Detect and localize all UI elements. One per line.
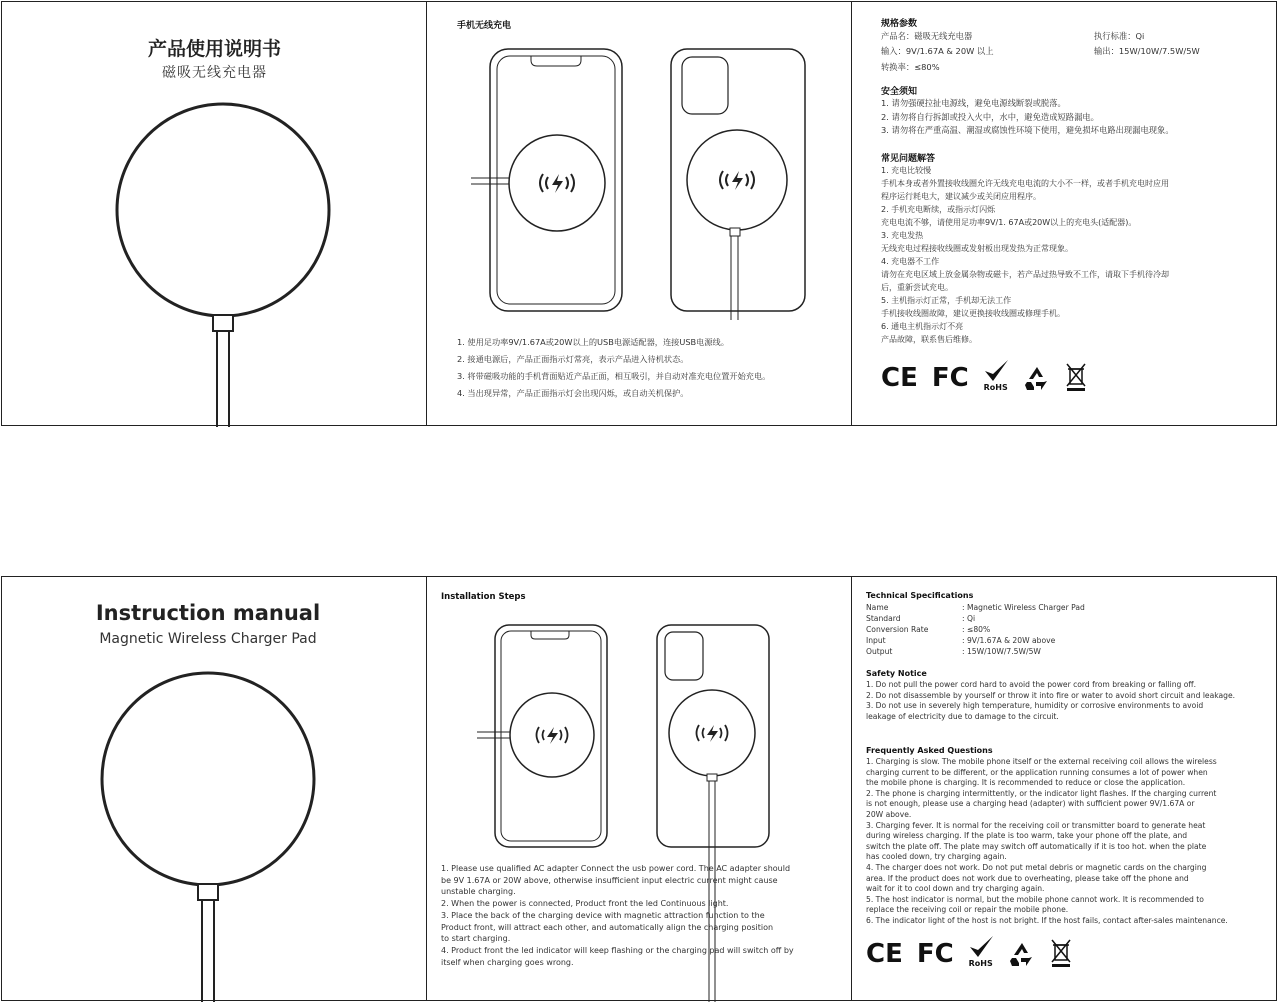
checkmark-icon bbox=[968, 935, 994, 959]
en-install-panel bbox=[427, 577, 852, 1000]
en-cover-subtitle: Magnetic Wireless Charger Pad bbox=[99, 631, 317, 647]
cn-step: 2. 接通电源后，产品正面指示灯常亮，表示产品进入待机状态。 bbox=[457, 354, 689, 364]
cn-install-steps bbox=[457, 334, 770, 402]
en-install-steps bbox=[441, 863, 794, 968]
en-step-line: 2. When the power is connected, Product front the led Continuous light. bbox=[441, 899, 729, 909]
en-faq-line: 5. The host indicator is normal, but the mobile phone cannot work. It is recommended to bbox=[866, 894, 1204, 904]
ce-mark: CE bbox=[866, 939, 903, 969]
cn-faq-line: 后，重新尝试充电。 bbox=[881, 283, 953, 292]
en-info-panel bbox=[852, 577, 1276, 1000]
spec-value: : 9V/1.67A & 20W above bbox=[962, 636, 1056, 645]
en-safety-title: Safety Notice bbox=[866, 669, 927, 678]
en-faq-line: during wireless charging. If the plate is too warm, take your phone off the plate, and bbox=[866, 831, 1188, 841]
cn-safety-item: 3. 请勿将在严重高温、潮湿或腐蚀性环境下使用，避免损坏电路出现漏电现象。 bbox=[881, 125, 1174, 135]
en-spec-row bbox=[866, 625, 1166, 636]
fc-mark: FC bbox=[916, 939, 954, 969]
en-safety-line: leakage of electricity due to damage to the circuit. bbox=[866, 711, 1059, 721]
cn-spec-rate: 转换率：≤80% bbox=[881, 62, 940, 72]
cn-cover-panel bbox=[2, 2, 427, 425]
en-cover-panel bbox=[2, 577, 427, 1000]
en-spec-row bbox=[866, 647, 1166, 658]
en-faq-line: 2. The phone is charging intermittently, or the indicator light flashes. If the charging current bbox=[866, 788, 1217, 798]
cn-step: 3. 将带磁吸功能的手机背面贴近产品正面，相互吸引，并自动对准充电位置开始充电。 bbox=[457, 371, 771, 381]
cn-faq-line: 产品故障，联系售后维修。 bbox=[881, 335, 977, 344]
cn-spec-input: 输入：9V/1.67A & 20W 以上 bbox=[881, 46, 994, 56]
en-faq-line: 1. Charging is slow. The mobile phone itself or the external receiving coil allows the wireless bbox=[866, 757, 1217, 766]
cn-cover-title: 产品使用说明书 bbox=[147, 38, 281, 60]
en-install-title: Installation Steps bbox=[441, 592, 526, 602]
cn-faq-title: 常见问题解答 bbox=[881, 154, 936, 164]
cn-safety-list bbox=[881, 97, 1174, 138]
spec-label: Standard bbox=[866, 614, 901, 623]
weee-bin-icon bbox=[1065, 362, 1087, 392]
cn-faq-line: 5. 主机指示灯正常，手机却无法工作 bbox=[881, 296, 1012, 305]
weee-bin-icon bbox=[1050, 938, 1072, 968]
en-faq-line: replace the receiving coil or repair the mobile phone. bbox=[866, 905, 1069, 915]
en-step-line: 4. Product front the led indicator will keep flashing or the charging pad will switch off by bbox=[441, 945, 794, 955]
en-step-line: 1. Please use qualified AC adapter Connect the usb power cord. The AC adapter should bbox=[441, 864, 791, 873]
en-faq-line: the mobile phone is charging. It is recommended to reduce or close the application. bbox=[866, 778, 1186, 788]
en-cover-title: Instruction manual bbox=[95, 601, 321, 625]
en-faq-line: area. If the product does not work due to overheating, please take off the phone and bbox=[866, 873, 1189, 883]
ce-mark: CE bbox=[881, 363, 918, 393]
en-safety-line: 3. Do not use in severely high temperature, humidity or corrosive environments to avoid bbox=[866, 701, 1204, 711]
cn-install-title: 手机无线充电 bbox=[457, 21, 512, 31]
en-faq-line: wait for it to cool down and try charging again. bbox=[866, 884, 1045, 894]
en-cert-marks bbox=[866, 935, 1072, 968]
cn-faq-line: 3. 充电发热 bbox=[881, 231, 924, 240]
cn-faq-line: 请勿在充电区域上放金属杂物或磁卡，若产品过热导致不工作，请取下手机待冷却 bbox=[881, 270, 1169, 279]
en-spec-table bbox=[866, 603, 1166, 658]
spec-label: Name bbox=[866, 603, 889, 612]
rohs-label: RoHS bbox=[968, 959, 993, 968]
en-faq-line: 3. Charging fever. It is normal for the receiving coil or transmitter board to generate heat bbox=[866, 820, 1206, 830]
en-safety-line: 2. Do not disassemble by yourself or throw it into fire or water to avoid short circuit and leakage. bbox=[866, 690, 1236, 700]
en-step-line: to start charging. bbox=[441, 934, 511, 944]
charger-pad-illustration bbox=[2, 577, 427, 1002]
spec-label: Conversion Rate bbox=[866, 625, 929, 634]
cn-faq-line: 1. 充电比较慢 bbox=[881, 166, 932, 175]
spec-label: Output bbox=[866, 647, 893, 656]
cn-cert-marks bbox=[881, 359, 1087, 392]
checkmark-icon bbox=[983, 359, 1009, 383]
rohs-mark bbox=[983, 359, 1009, 392]
en-step-line: 3. Place the back of the charging device with magnetic attraction function to the bbox=[441, 910, 765, 920]
recycle-icon bbox=[1023, 364, 1051, 392]
recycle-icon bbox=[1008, 940, 1036, 968]
en-specs-title: Technical Specifications bbox=[866, 591, 974, 600]
spec-value: : Qi bbox=[962, 614, 976, 623]
rohs-mark bbox=[968, 935, 994, 968]
cn-faq-line: 6. 通电主机指示灯不亮 bbox=[881, 322, 964, 331]
en-spec-row bbox=[866, 603, 1166, 614]
cn-spec-standard: 执行标准：Qi bbox=[1094, 31, 1145, 41]
en-spec-row bbox=[866, 636, 1166, 647]
spec-value: : Magnetic Wireless Charger Pad bbox=[962, 603, 1085, 612]
en-safety-list bbox=[866, 680, 1235, 722]
en-faq-title: Frequently Asked Questions bbox=[866, 746, 993, 755]
en-faq-line: switch the plate off. The plate may switch off automatically if it is too hot. when the plate bbox=[866, 841, 1207, 851]
en-safety-line: 1. Do not pull the power cord hard to avoid the power cord from breaking or falling off. bbox=[866, 680, 1197, 689]
en-step-line: Product front, will attract each other, and automatically align the charging position bbox=[441, 922, 774, 932]
spec-label: Input bbox=[866, 636, 886, 645]
cn-specs-title: 规格参数 bbox=[881, 19, 918, 29]
cn-info-panel bbox=[852, 2, 1276, 425]
chinese-manual-sheet bbox=[1, 1, 1277, 426]
cn-faq-line: 手机接收线圈故障，建议更换接收线圈或修理手机。 bbox=[881, 309, 1065, 318]
en-spec-row bbox=[866, 614, 1166, 625]
en-faq-line: 6. The indicator light of the host is not bright. If the host fails, contact after-sales maintenance. bbox=[866, 915, 1228, 925]
en-faq-line: is not enough, please use a charging head (adapter) with sufficient power 9V/1.67A or bbox=[866, 799, 1195, 809]
en-faq-line: 20W above. bbox=[866, 809, 912, 819]
spec-value: : 15W/10W/7.5W/5W bbox=[962, 647, 1041, 656]
cn-safety-title: 安全须知 bbox=[881, 87, 918, 97]
spec-value: : ≤80% bbox=[962, 625, 991, 634]
cn-faq-line: 2. 手机充电断续，或指示灯闪烁 bbox=[881, 205, 996, 214]
cn-faq-line: 充电电流不够，请使用足功率9V/1. 67A或20W以上的充电头(适配器)。 bbox=[881, 218, 1137, 227]
cn-install-panel bbox=[427, 2, 852, 425]
en-step-line: itself when charging goes wrong. bbox=[441, 957, 574, 967]
en-faq-list bbox=[866, 757, 1228, 927]
cn-cover-subtitle: 磁吸无线充电器 bbox=[162, 65, 267, 81]
en-faq-line: 4. The charger does not work. Do not put metal debris or magnetic cards on the charging bbox=[866, 862, 1207, 872]
fc-mark: FC bbox=[931, 363, 969, 393]
cn-safety-item: 2. 请勿将自行拆卸或投入火中，水中，避免造成短路漏电。 bbox=[881, 111, 1099, 122]
cn-faq-list bbox=[881, 164, 1169, 346]
cn-faq-line: 手机本身或者外置接收线圈允许无线充电电流的大小不一样，或者手机充电时应用 bbox=[881, 179, 1169, 188]
charger-pad-illustration bbox=[2, 2, 427, 427]
cn-step: 4. 当出现异常，产品正面指示灯会出现闪烁，或自动关机保护。 bbox=[457, 388, 689, 398]
en-faq-line: charging current to be different, or the application running consumes a lot of power when bbox=[866, 767, 1208, 777]
en-step-line: be 9V 1.67A or 20W above, otherwise insufficient input electric current might cause bbox=[441, 875, 778, 885]
cn-spec-name: 产品名：磁吸无线充电器 bbox=[881, 31, 973, 41]
rohs-label: RoHS bbox=[983, 383, 1008, 392]
en-faq-line: has cooled down, try charging again. bbox=[866, 852, 1007, 862]
cn-faq-line: 程序运行耗电大，建议减少或关闭应用程序。 bbox=[881, 192, 1041, 201]
english-manual-sheet bbox=[1, 576, 1277, 1001]
cn-faq-line: 4. 充电器不工作 bbox=[881, 257, 940, 266]
cn-spec-output: 输出：15W/10W/7.5W/5W bbox=[1094, 46, 1200, 56]
cn-safety-item: 1. 请勿强硬拉扯电源线，避免电源线断裂或脱落。 bbox=[881, 98, 1066, 108]
cn-faq-line: 无线充电过程接收线圈或发射板出现发热为正常现象。 bbox=[881, 244, 1073, 253]
en-step-line: unstable charging. bbox=[441, 887, 516, 897]
cn-step: 1. 使用足功率9V/1.67A或20W以上的USB电源适配器，连接USB电源线。 bbox=[457, 337, 729, 347]
